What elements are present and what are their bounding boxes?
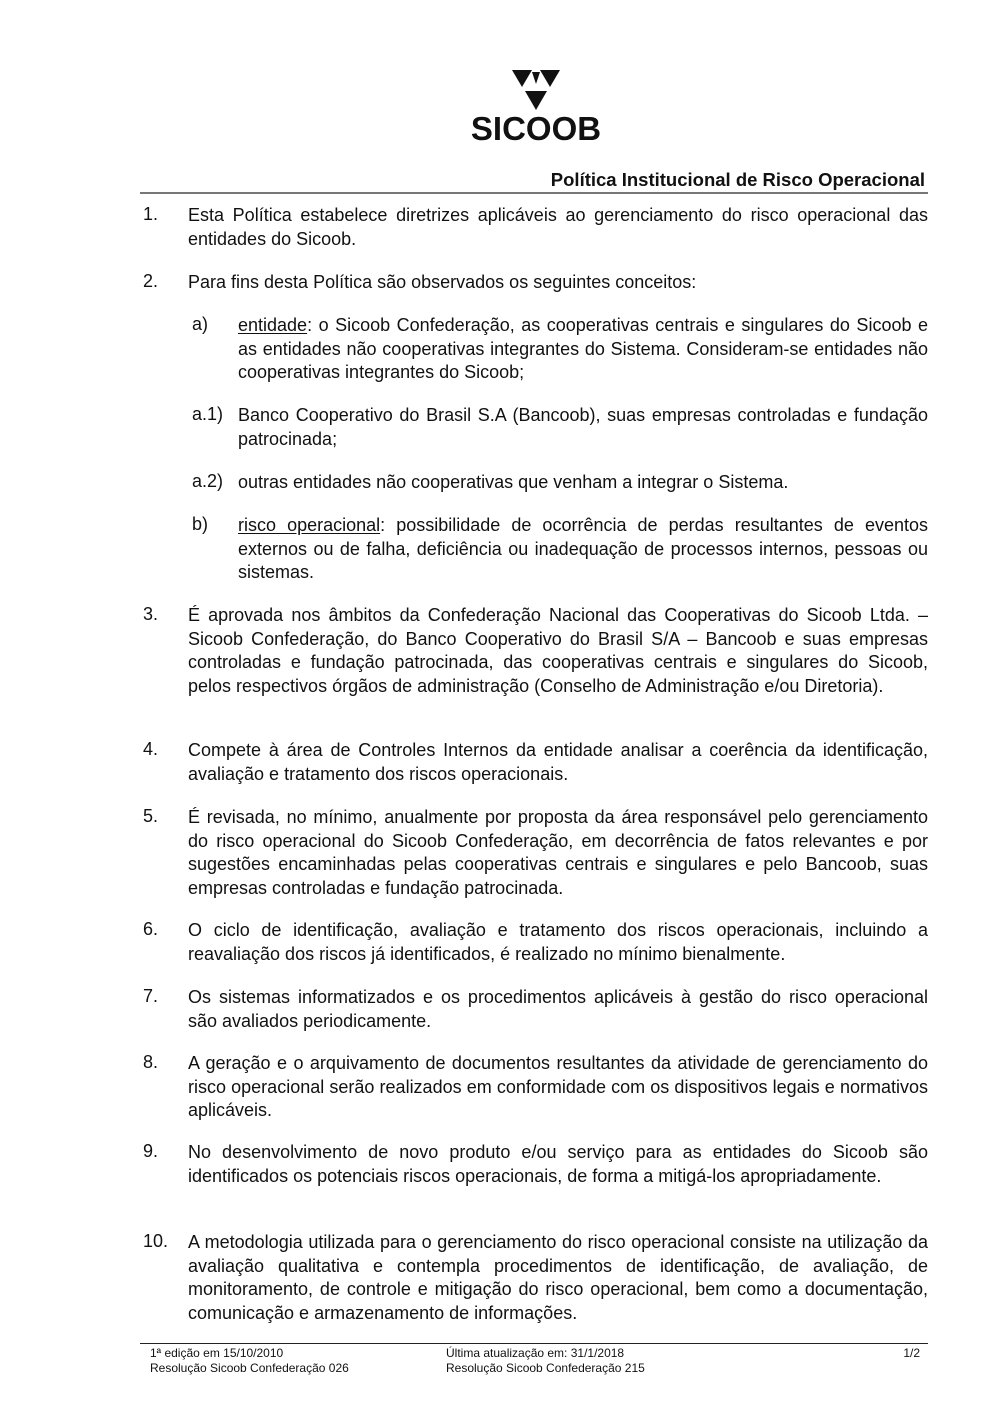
footer-first-edition — [150, 1346, 349, 1376]
item-number: 4. — [143, 739, 159, 759]
item-number: 3. — [143, 604, 159, 624]
list-item: A geração e o arquivamento de documentos resultantes da atividade de gerenciamento do risco operacional serão realizados em conformidade com os dispositivos legais e normativos aplicáveis. — [188, 1053, 928, 1120]
list-item: O ciclo de identificação, avaliação e tratamento dos riscos operacionais, incluindo a reavaliação dos riscos já identificados, é realizado no mínimo bienalmente. — [188, 920, 928, 964]
list-item: Os sistemas informatizados e os procedimentos aplicáveis à gestão do risco operacional são avaliados periodicamente. — [188, 987, 928, 1031]
first-edition-date: 1ª edição em 15/10/2010 — [150, 1346, 284, 1360]
subitem-label: b) — [192, 514, 209, 534]
defined-term: risco operacional — [238, 515, 381, 535]
subitem: outras entidades não cooperativas que venham a integrar o Sistema. — [238, 472, 789, 492]
footer-last-update — [446, 1346, 645, 1376]
item-number: 2. — [143, 271, 159, 291]
document-title: Política Institucional de Risco Operacional — [550, 169, 925, 190]
definition: : o Sicoob Confederação, as cooperativas centrais e singulares do Sicoob e as entidades não cooperativas integrantes do Sistema. Consideram-se entidades não cooperativas integrantes do Sicoob; — [238, 315, 928, 382]
list-item: Compete à área de Controles Internos da entidade analisar a coerência da identificação, avaliação e tratamento dos riscos operacionais. — [188, 740, 928, 784]
logo-text: SICOOB — [470, 110, 602, 147]
last-update-date: Última atualização em: 31/1/2018 — [446, 1346, 625, 1360]
item-number: 8. — [143, 1052, 159, 1072]
sicoob-logo — [470, 70, 602, 150]
subitem: Banco Cooperativo do Brasil S.A (Bancoob), suas empresas controladas e fundação patrocinada; — [238, 405, 928, 449]
subitem — [238, 514, 928, 585]
item-number: 10. — [143, 1231, 169, 1251]
item-number: 9. — [143, 1141, 159, 1161]
list-item: A metodologia utilizada para o gerenciamento do risco operacional consiste na utilização da avaliação qualitativa e contempla procedimentos de identificação, de avaliação, de monitoramento, de controle e mitigação do risco operacional, bem como a documentação, comunicação e armazenamento de informações. — [188, 1232, 928, 1323]
defined-term: entidade — [238, 315, 308, 335]
sicoob-logo-icon — [512, 70, 560, 110]
list-item: No desenvolvimento de novo produto e/ou serviço para as entidades do Sicoob são identificados os potenciais riscos operacionais, de forma a mitigá-los apropriadamente. — [188, 1142, 928, 1186]
subitem-label: a.1) — [192, 404, 224, 424]
header-divider — [140, 192, 928, 194]
item-number: 5. — [143, 806, 159, 826]
list-item: Para fins desta Política são observados os seguintes conceitos: — [188, 272, 697, 292]
item-number: 7. — [143, 986, 159, 1006]
subitem-label: a.2) — [192, 471, 224, 491]
list-item: É aprovada nos âmbitos da Confederação Nacional das Cooperativas do Sicoob Ltda. – Sicoob Confederação, do Banco Cooperativo do Brasil S/A – Bancoob e suas empresas controladas e fundação patrocinada, das cooperativas centrais e singulares do Sicoob, pelos respectivos órgãos de administração (Conselho de Administração e/ou Diretoria). — [188, 605, 928, 696]
definition: : possibilidade de ocorrência de perdas resultantes de eventos externos ou de falha, deficiência ou inadequação de processos internos, pessoas ou sistemas. — [238, 515, 928, 582]
item-number: 6. — [143, 919, 159, 939]
list-item: É revisada, no mínimo, anualmente por proposta da área responsável pelo gerenciamento do risco operacional do Sicoob Confederação, em decorrência de fatos relevantes e por sugestões encaminhadas pelas cooperativas centrais e singulares e pelo Bancoob, suas empresas controladas e fundação patrocinada. — [188, 807, 928, 898]
subitem-label: a) — [192, 314, 209, 334]
first-resolution: Resolução Sicoob Confederação 026 — [150, 1361, 349, 1375]
subitem — [238, 314, 928, 385]
last-resolution: Resolução Sicoob Confederação 215 — [446, 1361, 645, 1375]
list-item: Esta Política estabelece diretrizes aplicáveis ao gerenciamento do risco operacional das entidades do Sicoob. — [188, 205, 928, 249]
page-number: 1/2 — [903, 1346, 920, 1360]
footer-divider — [140, 1343, 928, 1344]
item-number: 1. — [143, 204, 159, 224]
